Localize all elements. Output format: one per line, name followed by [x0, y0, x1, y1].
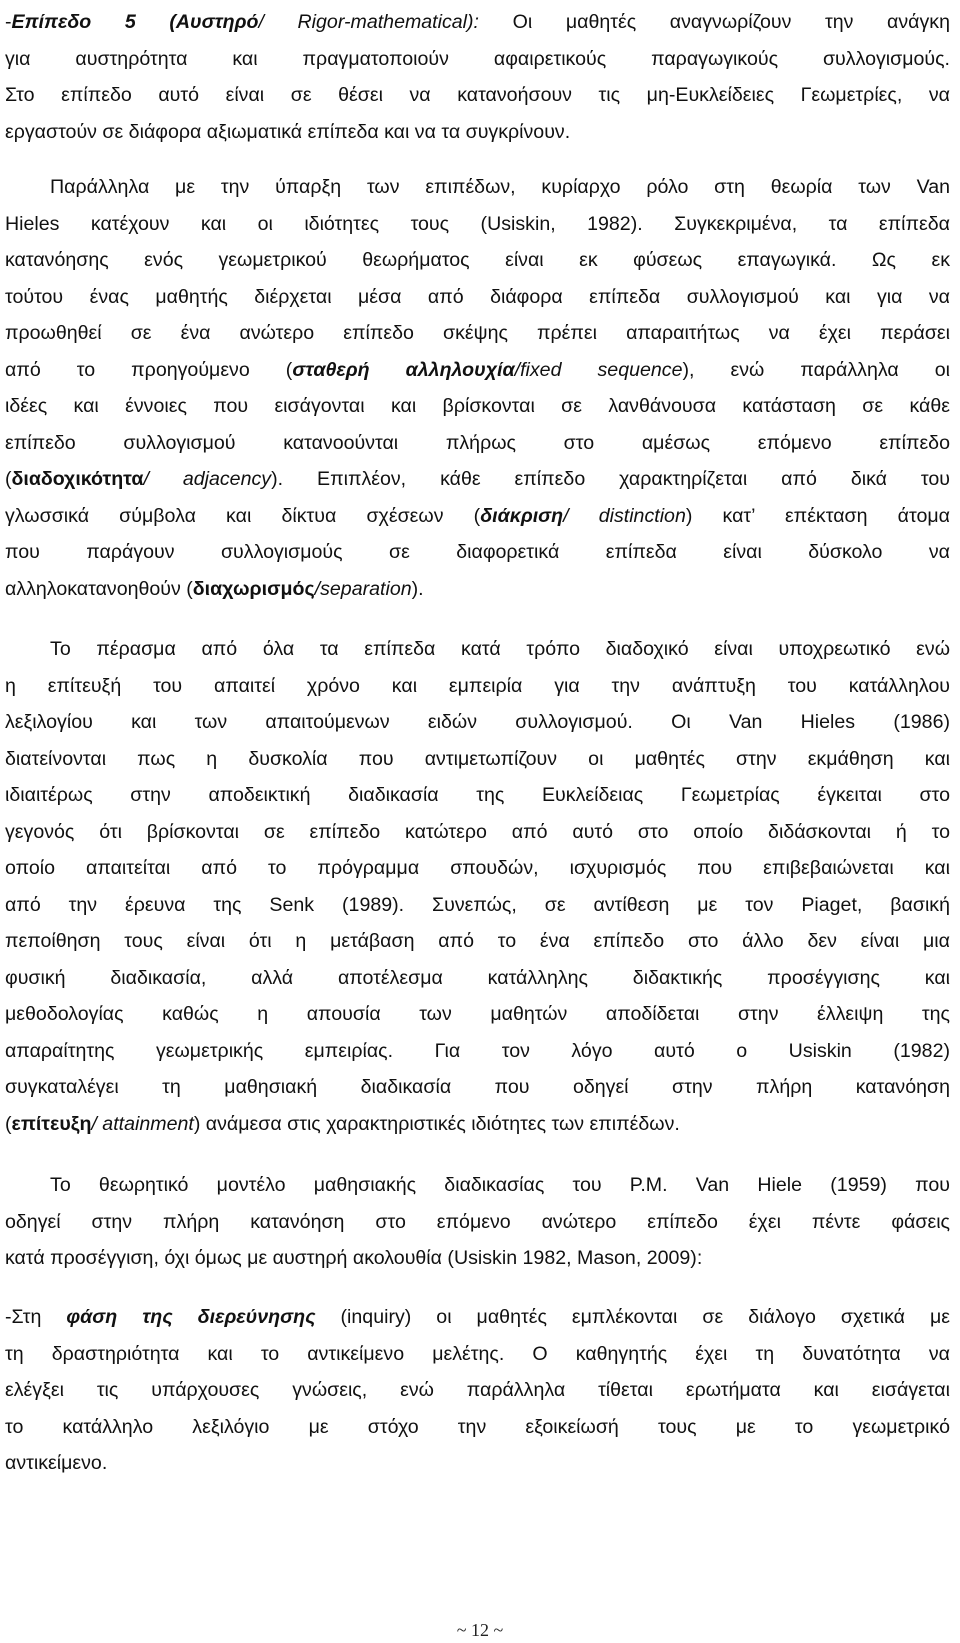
- text-line: Στο επίπεδο αυτό είναι σε θέσει να κατανοήσουν τις μη-Ευκλείδειες Γεωμετρίες, να: [5, 84, 950, 106]
- text-line: γεγονός ότι βρίσκονται σε επίπεδο κατώτερο από αυτό στο οποίο διδάσκονται ή το: [5, 820, 950, 843]
- text-line: απαραίτητης γεωμετρικής εμπειρίας. Για τον λόγο αυτό ο Usiskin (1982): [5, 1039, 950, 1062]
- text-line: -Επίπεδο 5 (Αυστηρό/ Rigor-mathematical): Οι μαθητές αναγνωρίζουν την ανάγκη: [5, 11, 950, 33]
- text-line: από την έρευνα της Senk (1989). Συνεπώς, σε αντίθεση με τον Piaget, βασική: [5, 893, 950, 916]
- text-line: Παράλληλα με την ύπαρξη των επιπέδων, κυρίαρχο ρόλο στη θεωρία των Van: [50, 176, 950, 198]
- text-line: γλωσσικά σύμβολα και δίκτυα σχέσεων (διάκριση/ distinction) κατ’ επέκταση άτομα: [5, 504, 950, 527]
- text-line: τούτου ένας μαθητής διέρχεται μέσα από διάφορα επίπεδα συλλογισμού και για να: [5, 285, 950, 308]
- text-line: προωθηθεί σε ένα ανώτερο επίπεδο σκέψης πρέπει απαραιτήτως να έχει περάσει: [5, 322, 950, 344]
- text-line: ιδέες και έννοιες που εισάγονται και βρίσκονται σε λανθάνουσα κατάσταση σε κάθε: [5, 395, 950, 417]
- text-line: κατανόησης ενός γεωμετρικού θεωρήματος είναι εκ φύσεως επαγωγικά. Ως εκ: [5, 249, 950, 271]
- text-line: επίπεδο συλλογισμού κατανοούνται πλήρως στο αμέσως επόμενο επίπεδο: [5, 431, 950, 454]
- paragraph-model: [5, 1167, 950, 1277]
- page-number: ~ 12 ~: [456, 1620, 504, 1640]
- text-line: Το πέρασμα από όλα τα επίπεδα κατά τρόπο διαδοχικό είναι υποχρεωτικό ενώ: [50, 638, 950, 660]
- text-line: διατείνονται πως η δυσκολία που αντιμετωπίζουν οι μαθητές στην εκμάθηση και: [5, 747, 950, 770]
- text-line: (διαδοχικότητα/ adjacency). Επιπλέον, κάθε επίπεδο χαρακτηρίζεται από δικά του: [5, 468, 951, 490]
- text-line: ιδιαιτέρως στην αποδεικτική διαδικασία της Ευκλείδειας Γεωμετρίας έγκειται στο: [5, 784, 950, 806]
- text-line: κατά προσέγγιση, όχι όμως με αυστηρή ακολουθία (Usiskin 1982, Mason, 2009):: [5, 1247, 703, 1269]
- text-line: -Στη φάση της διερεύνησης (inquiry) οι μαθητές εμπλέκονται σε διάλογο σχετικά με: [5, 1306, 950, 1328]
- paragraph-properties: [5, 169, 950, 607]
- text-line: που παράγουν συλλογισμούς σε διαφορετικά επίπεδα είναι δύσκολο να: [5, 541, 950, 563]
- text-line: αντικείμενο.: [5, 1452, 108, 1474]
- text-line: εργαστούν σε διάφορα αξιωματικά επίπεδα και να τα συγκρίνουν.: [5, 120, 571, 143]
- paragraph-inquiry-phase: [5, 1299, 950, 1482]
- text-line: πεποίθηση τους είναι ότι η μετάβαση από το ένα επίπεδο στο άλλο δεν είναι μια: [5, 930, 950, 952]
- text-line: το κατάλληλο λεξιλόγιο με στόχο την εξοικείωσή τους με το γεωμετρικό: [5, 1415, 950, 1438]
- text-line: μεθοδολογίας καθώς η απουσία των μαθητών αποδίδεται στην έλλειψη της: [5, 1003, 950, 1025]
- text-line: από το προηγούμενο (σταθερή αλληλουχία/fixed sequence), ενώ παράλληλα οι: [5, 358, 950, 381]
- text-line: φυσική διαδικασία, αλλά αποτέλεσμα κατάλληλης διδακτικής προσέγγισης και: [5, 966, 950, 989]
- text-line: (επίτευξη/ attainment) ανάμεσα στις χαρακτηριστικές ιδιότητες των επιπέδων.: [5, 1112, 680, 1135]
- paragraph-progression: [5, 631, 950, 1142]
- text-line: λεξιλογίου και των απαιτούμενων ειδών συλλογισμού. Οι Van Hieles (1986): [5, 711, 950, 733]
- text-line: οποίο απαιτείται από το πρόγραμμα σπουδών, ισχυρισμός που επιβεβαιώνεται και: [5, 857, 950, 879]
- text-line: συγκαταλέγει τη μαθησιακή διαδικασία που οδηγεί στην πλήρη κατανόηση: [5, 1076, 950, 1098]
- text-line: αλληλοκατανοηθούν (διαχωρισμός/separation).: [5, 577, 424, 600]
- text-line: Hieles κατέχουν και οι ιδιότητες τους (Usiskin, 1982). Συγκεκριμένα, τα επίπεδα: [5, 212, 950, 235]
- text-line: η επίτευξή του απαιτεί χρόνο και εμπειρία για την ανάπτυξη του κατάλληλου: [5, 674, 950, 697]
- text-line: για αυστηρότητα και πραγματοποιούν αφαιρετικούς παραγωγικούς συλλογισμούς.: [5, 47, 950, 70]
- text-line: τη δραστηριότητα και το αντικείμενο μελέτης. Ο καθηγητής έχει τη δυνατότητα να: [5, 1342, 950, 1365]
- text-line: ελέγξει τις υπάρχουσες γνώσεις, ενώ παράλληλα τίθεται ερωτήματα και εισάγεται: [5, 1379, 950, 1401]
- text-line: Το θεωρητικό μοντέλο μαθησιακής διαδικασίας του P.M. Van Hiele (1959) που: [50, 1174, 950, 1196]
- paragraph-level-5: [5, 4, 950, 150]
- text-line: οδηγεί στην πλήρη κατανόηση στο επόμενο ανώτερο επίπεδο έχει πέντε φάσεις: [5, 1210, 950, 1233]
